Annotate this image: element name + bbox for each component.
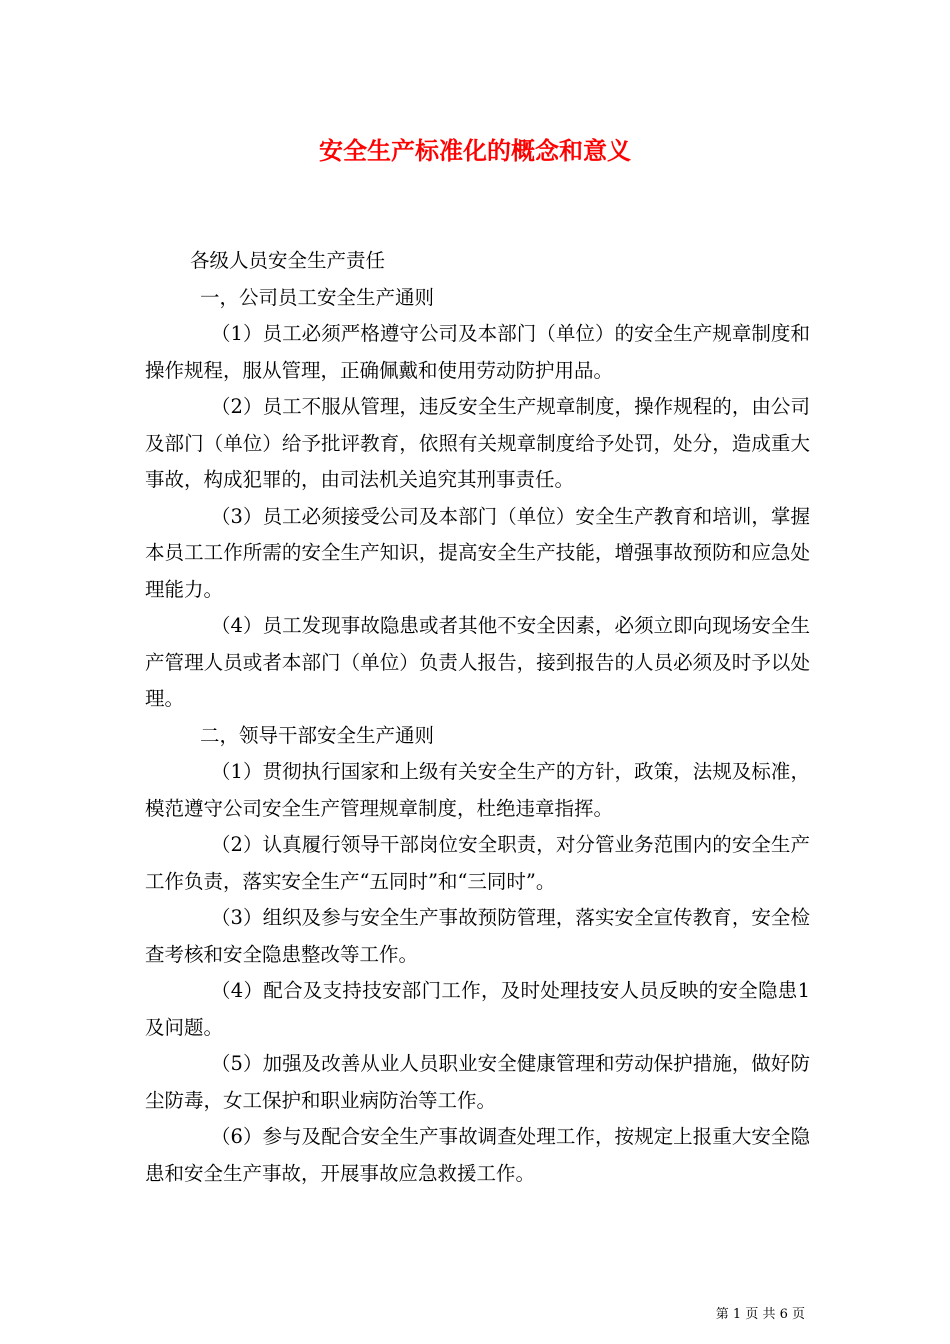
paragraph-item: （3）员工必须接受公司及本部门（单位）安全生产教育和培训，掌握本员工工作所需的安全生产知识，提高安全生产技能，增强事故预防和应急处理能力。 [145, 504, 810, 601]
document-heading: 各级人员安全生产责任 [190, 249, 386, 272]
document-title: 安全生产标准化的概念和意义 [319, 137, 631, 165]
paragraph-item: （2）认真履行领导干部岗位安全职责，对分管业务范围内的安全生产工作负责，落实安全生产“五同时”和“三同时”。 [145, 833, 810, 893]
paragraph-item: （3）组织及参与安全生产事故预防管理，落实安全宣传教育，安全检查考核和安全隐患整改等工作。 [145, 906, 810, 966]
paragraph-item: （1）员工必须严格遵守公司及本部门（单位）的安全生产规章制度和操作规程，服从管理，正确佩戴和使用劳动防护用品。 [145, 322, 810, 382]
section-title: 一，公司员工安全生产通则 [200, 285, 435, 309]
page-number: 第 1 页 共 6 页 [715, 1307, 805, 1322]
paragraph-item: （4）配合及支持技安部门工作，及时处理技安人员反映的安全隐患1及问题。 [145, 979, 810, 1039]
document-body [145, 243, 810, 1192]
section-title: 二，领导干部安全生产通则 [200, 723, 435, 747]
paragraph-item: （1）贯彻执行国家和上级有关安全生产的方针，政策，法规及标准，模范遵守公司安全生产管理规章制度，杜绝违章指挥。 [145, 760, 810, 820]
paragraph-item: （2）员工不服从管理，违反安全生产规章制度，操作规程的，由公司及部门（单位）给予批评教育，依照有关规章制度给予处罚，处分，造成重大事故，构成犯罪的，由司法机关追究其刑事责任。 [145, 395, 810, 491]
paragraph-item: （5）加强及改善从业人员职业安全健康管理和劳动保护措施，做好防尘防毒，女工保护和职业病防治等工作。 [145, 1052, 810, 1112]
paragraph-item: （4）员工发现事故隐患或者其他不安全因素，必须立即向现场安全生产管理人员或者本部门（单位）负责人报告，接到报告的人员必须及时予以处理。 [145, 614, 810, 710]
paragraph-item: （6）参与及配合安全生产事故调查处理工作，按规定上报重大安全隐患和安全生产事故，开展事故应急救援工作。 [145, 1125, 810, 1185]
